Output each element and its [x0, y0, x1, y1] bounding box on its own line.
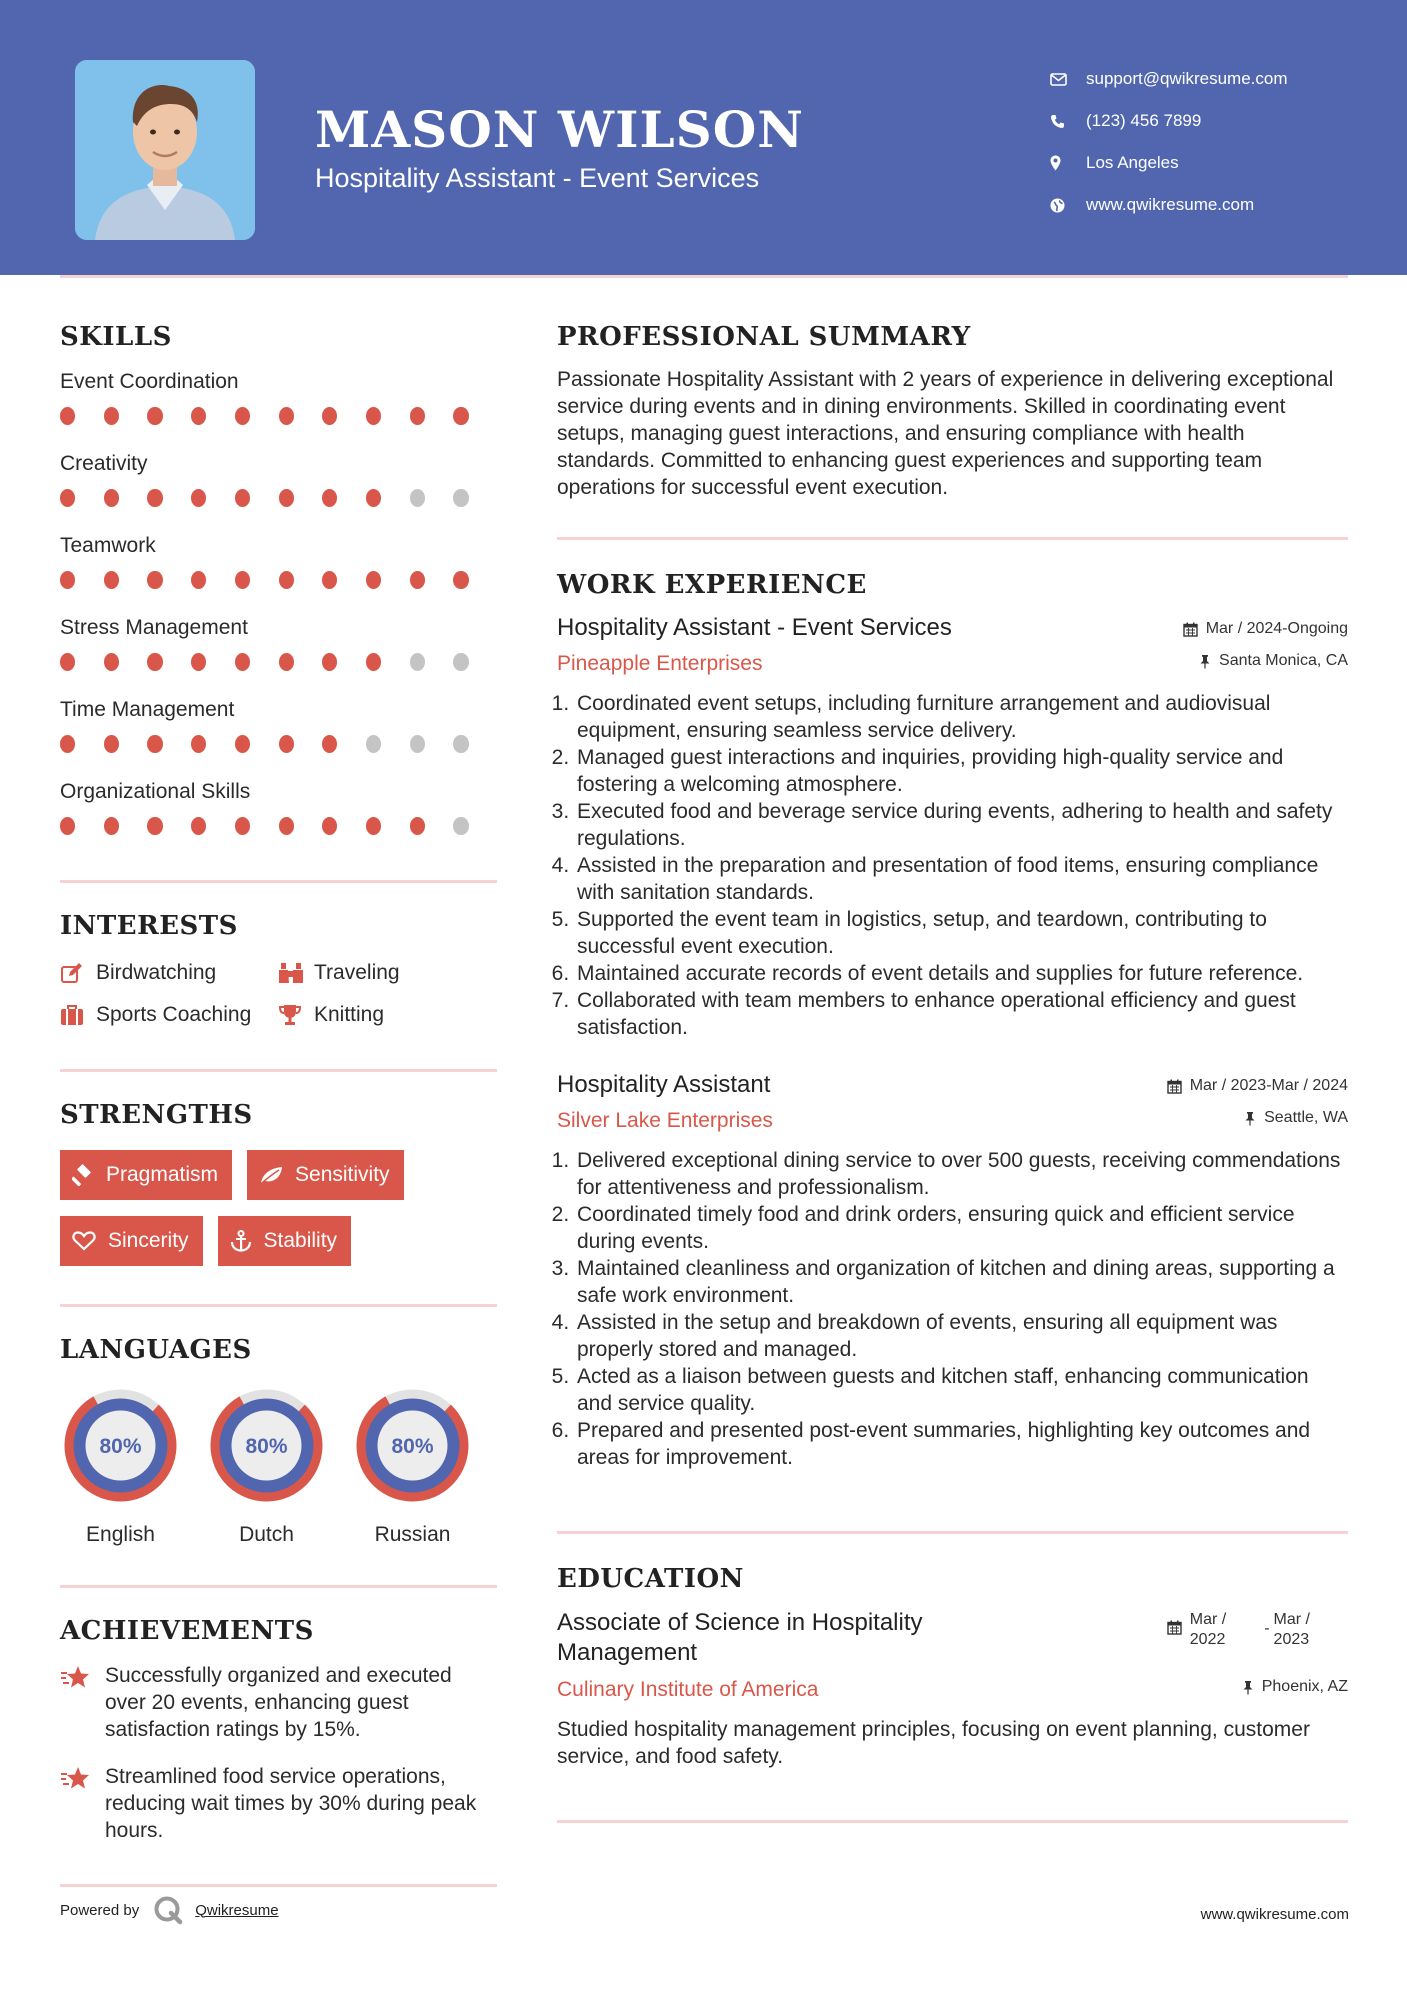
skill-dot-filled	[147, 489, 162, 507]
globe-icon	[1050, 198, 1086, 213]
skill-dot-filled	[60, 489, 75, 507]
skill-dot-empty	[453, 653, 468, 671]
strength-tag	[218, 1216, 352, 1266]
education-entry	[557, 1608, 1348, 1770]
skill-dot-filled	[147, 571, 162, 589]
interest-item	[60, 961, 278, 985]
skill-dot-filled	[322, 571, 337, 589]
skill-dot-filled	[279, 571, 294, 589]
education-end-year: 2023	[1273, 1631, 1310, 1648]
skill-name: Event Coordination	[60, 370, 239, 393]
job-title: Hospitality Assistant	[557, 1071, 771, 1098]
qwikresume-link[interactable]: Qwikresume	[195, 1901, 279, 1919]
phone-icon	[1050, 114, 1086, 129]
skill-dot-filled	[322, 407, 337, 425]
skill-dot-filled	[322, 489, 337, 507]
education-start	[1190, 1610, 1226, 1650]
skill-dot-filled	[104, 489, 119, 507]
skill-dot-filled	[366, 817, 381, 835]
section-divider	[557, 1531, 1348, 1534]
candidate-name: MASON WILSON	[315, 100, 804, 159]
skill-dot-filled	[60, 653, 75, 671]
job-bullet: 3. Maintained cleanliness and organization of kitchen and dining areas, supporting a safe work environment.	[575, 1255, 1348, 1309]
section-divider	[60, 1304, 497, 1307]
achievement-text: Streamlined food service operations, reducing wait times by 30% during peak hours.	[105, 1765, 477, 1842]
skill-dot-filled	[235, 817, 250, 835]
skill-dot-filled	[235, 489, 250, 507]
achievements-list	[60, 1662, 497, 1844]
gavel-icon	[72, 1164, 94, 1186]
skill-dot-filled	[235, 571, 250, 589]
leaf-icon	[259, 1165, 283, 1185]
degree-title: Associate of Science in Hospitality Management	[557, 1609, 923, 1666]
envelope-icon	[1050, 73, 1086, 86]
anchor-icon	[230, 1230, 252, 1252]
skill-dot-empty	[366, 735, 381, 753]
contact-email[interactable]	[1050, 58, 1288, 100]
footer-powered-by	[60, 1895, 279, 1925]
skill-dot-filled	[279, 653, 294, 671]
section-divider	[557, 1820, 1348, 1823]
contact-email-text: support@qwikresume.com	[1086, 69, 1288, 88]
interest-item	[60, 1003, 278, 1027]
skill-dot-filled	[366, 571, 381, 589]
skill-dot-filled	[147, 407, 162, 425]
skill-dot-filled	[191, 571, 206, 589]
skill-dot-filled	[410, 817, 425, 835]
job-subheader	[557, 652, 1348, 676]
interest-item	[278, 1003, 478, 1027]
skill-dot-filled	[60, 407, 75, 425]
achievement-item	[60, 1763, 497, 1844]
skill-dot-filled	[322, 653, 337, 671]
job-location	[1244, 1109, 1348, 1127]
job-bullet: 5. Acted as a liaison between guests and kitchen staff, enhancing communication and service quality.	[575, 1363, 1348, 1417]
education-dates	[1167, 1610, 1310, 1650]
strength-tag	[247, 1150, 404, 1200]
trophy-icon	[278, 1004, 314, 1026]
skill-dot-filled	[366, 653, 381, 671]
interest-item	[278, 961, 478, 985]
languages-list	[60, 1385, 497, 1547]
job-bullet: 3. Executed food and beverage service during events, adhering to health and safety regulations.	[575, 798, 1348, 852]
job-header	[557, 614, 1348, 642]
job-bullet: 4. Assisted in the setup and breakdown of events, ensuring all equipment was properly stored and managed.	[575, 1309, 1348, 1363]
left-column	[60, 322, 497, 1887]
interest-label: Birdwatching	[96, 961, 217, 984]
skill-dot-filled	[366, 489, 381, 507]
skill-dot-empty	[410, 489, 425, 507]
job-bullet: 5. Supported the event team in logistics, setup, and teardown, contributing to successful event execution.	[575, 906, 1348, 960]
skill-dot-empty	[453, 735, 468, 753]
job-location-text: Santa Monica, CA	[1219, 652, 1348, 669]
interest-label: Knitting	[314, 1003, 385, 1026]
skill-dot-empty	[453, 489, 468, 507]
pushpin-icon	[1244, 1111, 1256, 1126]
skill-dot-filled	[235, 735, 250, 753]
star-badge-icon	[60, 1763, 105, 1844]
job-bullet: 4. Assisted in the preparation and presentation of food items, ensuring compliance with sanitation standards.	[575, 852, 1348, 906]
strength-label: Pragmatism	[106, 1163, 219, 1186]
contact-phone-text: (123) 456 7899	[1086, 111, 1202, 130]
skill-dot-filled	[104, 653, 119, 671]
contact-location	[1050, 142, 1288, 184]
section-divider	[60, 880, 497, 883]
profile-photo	[75, 60, 255, 240]
skill-name: Organizational Skills	[60, 780, 251, 803]
job-bullet: 2. Coordinated timely food and drink orders, ensuring quick and efficient service during events.	[575, 1201, 1348, 1255]
skill-dot-filled	[191, 653, 206, 671]
pencil-square-icon	[60, 962, 96, 984]
header-divider	[60, 275, 1348, 278]
experience-heading: WORK EXPERIENCE	[557, 570, 867, 600]
education-end-month: Mar /	[1273, 1611, 1310, 1628]
job-responsibilities	[557, 1147, 1348, 1471]
skill-dot-filled	[410, 407, 425, 425]
job-bullet: 7. Collaborated with team members to enhance operational efficiency and guest satisfaction.	[575, 987, 1348, 1041]
job-location	[1199, 652, 1348, 670]
education-start-month: Mar /	[1189, 1611, 1227, 1628]
achievement-text: Successfully organized and executed over 20 events, enhancing guest satisfaction ratings by 15%.	[105, 1664, 452, 1741]
interest-label: Traveling	[314, 961, 400, 984]
skill-rating	[60, 652, 497, 672]
education-location	[1242, 1678, 1348, 1696]
job-header	[557, 1071, 1348, 1099]
job-dates	[1167, 1077, 1348, 1095]
interests-heading: INTERESTS	[60, 911, 238, 941]
section-divider	[60, 1585, 497, 1588]
skill-dot-filled	[60, 571, 75, 589]
skill-dot-empty	[453, 817, 468, 835]
skill-dot-filled	[453, 407, 468, 425]
skill-name: Time Management	[60, 698, 235, 721]
job-bullet: 1. Coordinated event setups, including furniture arrangement and audiovisual equipment, ensuring seamless service delivery.	[575, 690, 1348, 744]
education-end	[1274, 1610, 1310, 1650]
heart-icon	[72, 1231, 96, 1251]
skill-dot-filled	[191, 407, 206, 425]
star-badge-icon	[60, 1662, 105, 1743]
skill-dot-filled	[410, 571, 425, 589]
strength-label: Sensitivity	[295, 1163, 390, 1186]
skill-rating	[60, 734, 497, 754]
resume-header	[0, 0, 1407, 275]
languages-heading: LANGUAGES	[60, 1335, 252, 1365]
skills-heading: SKILLS	[60, 322, 172, 352]
strength-tag	[60, 1216, 203, 1266]
skill-dot-filled	[147, 817, 162, 835]
education-date-separator: -	[1264, 1620, 1270, 1637]
language-percent: 80%	[99, 1435, 142, 1458]
language-item	[352, 1385, 473, 1547]
job-title: Hospitality Assistant - Event Services	[557, 614, 952, 641]
education-description: Studied hospitality management principles, focusing on event planning, customer service, and food safety.	[557, 1718, 1310, 1768]
contact-website-text: www.qwikresume.com	[1086, 195, 1255, 214]
interests-list	[60, 961, 497, 1027]
skill-dot-filled	[104, 817, 119, 835]
job-subheader	[557, 1109, 1348, 1133]
skill-dot-filled	[279, 735, 294, 753]
job-bullet: 1. Delivered exceptional dining service to over 500 guests, receiving commendations for attentiveness and professionalism.	[575, 1147, 1348, 1201]
school-name: Culinary Institute of America	[557, 1678, 819, 1701]
skill-dot-empty	[410, 735, 425, 753]
skill-rating	[60, 488, 497, 508]
skill-dot-filled	[279, 489, 294, 507]
contact-website[interactable]	[1050, 184, 1288, 226]
pushpin-icon	[1242, 1680, 1254, 1695]
skill-dot-filled	[279, 407, 294, 425]
skill-dot-empty	[410, 653, 425, 671]
binoculars-icon	[278, 962, 314, 984]
skill-name: Teamwork	[60, 534, 156, 557]
language-name: Russian	[374, 1523, 451, 1546]
strength-tag	[60, 1150, 232, 1200]
summary-text: Passionate Hospitality Assistant with 2 years of experience in delivering exceptional service during events and in dining environments. Skilled in coordinating event setups, managing guest interactions, and ensuring compliance with health standards. Committed to enhancing guest experiences and supporting team operations for successful event execution.	[557, 368, 1334, 499]
skill-name: Stress Management	[60, 616, 248, 639]
skill-dot-filled	[366, 407, 381, 425]
job-dates-text: Mar / 2024-Ongoing	[1205, 620, 1348, 637]
strength-label: Stability	[263, 1229, 338, 1252]
skill-dot-filled	[104, 407, 119, 425]
powered-by-label: Powered by	[60, 1901, 140, 1919]
language-name: English	[86, 1523, 155, 1546]
summary-heading: PROFESSIONAL SUMMARY	[557, 322, 971, 352]
job-bullet: 6. Prepared and presented post-event summaries, highlighting key outcomes and areas for improvement.	[575, 1417, 1348, 1471]
achievements-heading: ACHIEVEMENTS	[60, 1616, 314, 1646]
job-dates	[1183, 620, 1348, 638]
company-name: Pineapple Enterprises	[557, 652, 763, 675]
skill-dot-filled	[235, 653, 250, 671]
qwikresume-logo-icon	[153, 1895, 183, 1925]
skill-dot-filled	[147, 735, 162, 753]
education-location-text: Phoenix, AZ	[1261, 1678, 1348, 1695]
education-heading: EDUCATION	[557, 1564, 744, 1594]
contact-phone[interactable]	[1050, 100, 1288, 142]
achievement-item	[60, 1662, 497, 1743]
skill-dot-filled	[453, 571, 468, 589]
skill-dot-filled	[191, 817, 206, 835]
calendar-icon	[1167, 1079, 1182, 1094]
section-divider	[557, 537, 1348, 540]
skill-dot-filled	[279, 817, 294, 835]
skill-rating	[60, 570, 497, 590]
language-item	[60, 1385, 181, 1547]
strengths-heading: STRENGTHS	[60, 1100, 253, 1130]
education-start-year: 2022	[1189, 1631, 1226, 1648]
strengths-list	[60, 1150, 497, 1266]
job-responsibilities	[557, 690, 1348, 1041]
language-item	[206, 1385, 327, 1547]
briefcase-icon	[60, 1004, 96, 1026]
skill-name: Creativity	[60, 452, 148, 475]
map-pin-icon	[1050, 155, 1086, 171]
skill-dot-filled	[191, 489, 206, 507]
job-bullet: 2. Managed guest interactions and inquiries, providing high-quality service and fostering a welcoming atmosphere.	[575, 744, 1348, 798]
contact-location-text: Los Angeles	[1086, 153, 1179, 172]
skill-dot-filled	[104, 571, 119, 589]
skill-dot-filled	[60, 735, 75, 753]
language-gauge	[60, 1385, 181, 1506]
skills-list	[60, 370, 497, 836]
skill-dot-filled	[104, 735, 119, 753]
strength-label: Sincerity	[108, 1229, 189, 1252]
company-name: Silver Lake Enterprises	[557, 1109, 773, 1132]
right-column	[557, 322, 1348, 1823]
section-divider	[60, 1884, 497, 1887]
language-gauge	[206, 1385, 327, 1506]
pushpin-icon	[1199, 654, 1211, 669]
section-divider	[60, 1069, 497, 1072]
skill-dot-filled	[147, 653, 162, 671]
candidate-role: Hospitality Assistant - Event Services	[315, 163, 760, 193]
skill-dot-filled	[191, 735, 206, 753]
skill-dot-filled	[235, 407, 250, 425]
skill-rating	[60, 406, 497, 426]
skill-dot-filled	[322, 817, 337, 835]
skill-dot-filled	[60, 817, 75, 835]
skill-dot-filled	[322, 735, 337, 753]
language-percent: 80%	[391, 1435, 434, 1458]
calendar-icon	[1167, 1620, 1182, 1635]
skill-rating	[60, 816, 497, 836]
interest-label: Sports Coaching	[96, 1003, 252, 1026]
footer-website[interactable]: www.qwikresume.com	[1200, 1906, 1349, 1923]
contact-list	[1050, 58, 1288, 226]
education-subheader	[557, 1678, 1348, 1702]
job-bullet: 6. Maintained accurate records of event details and supplies for future reference.	[575, 960, 1348, 987]
job-entry	[557, 614, 1348, 1041]
job-entry	[557, 1071, 1348, 1471]
language-gauge	[352, 1385, 473, 1506]
job-location-text: Seattle, WA	[1264, 1109, 1348, 1126]
calendar-icon	[1183, 622, 1198, 637]
job-dates-text: Mar / 2023-Mar / 2024	[1189, 1077, 1348, 1094]
education-header	[557, 1608, 1348, 1668]
language-percent: 80%	[245, 1435, 288, 1458]
language-name: Dutch	[239, 1523, 294, 1546]
